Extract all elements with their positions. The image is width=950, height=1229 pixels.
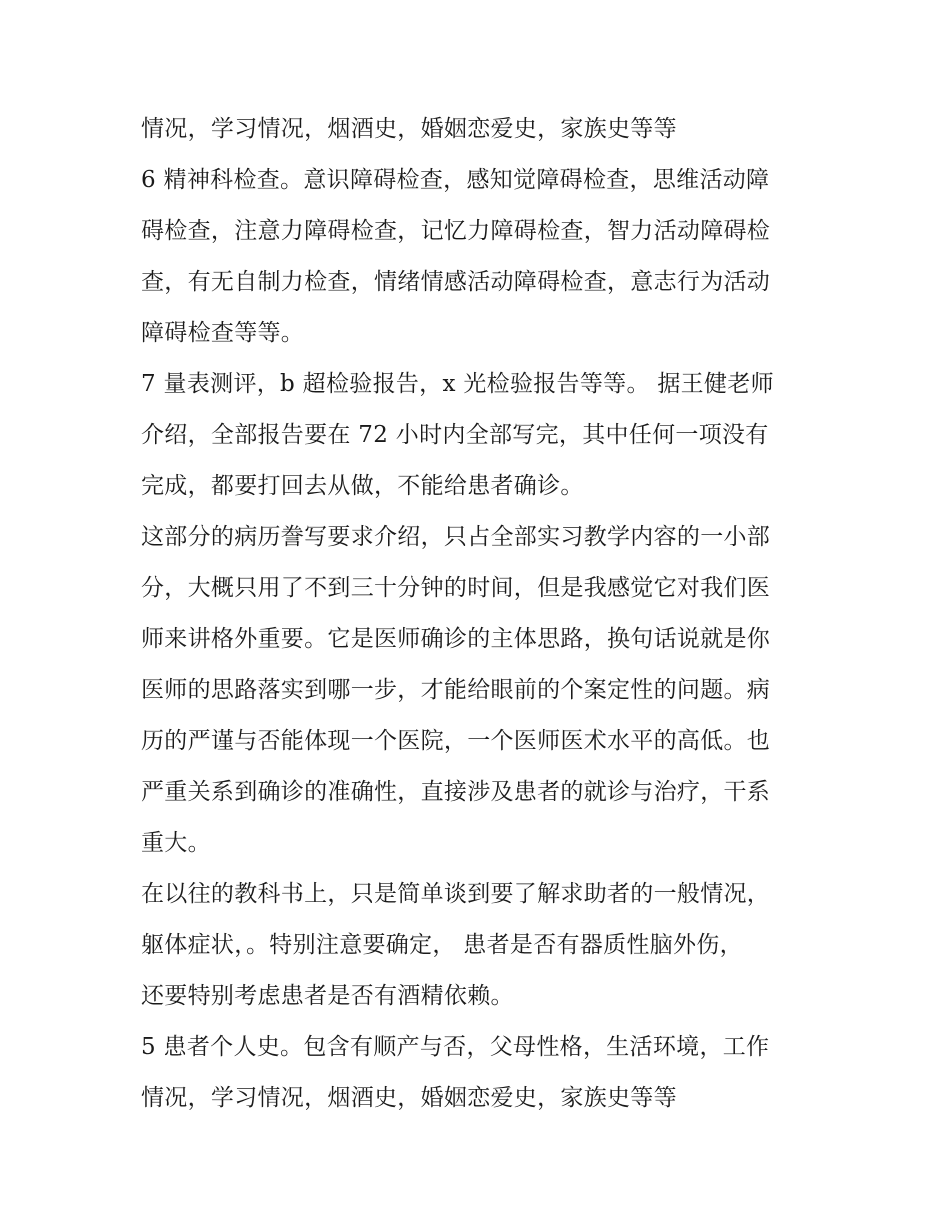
paragraph-personal-history-continued xyxy=(141,104,821,155)
paragraph-psychiatric-exam xyxy=(141,155,821,359)
text-line: 分，大概只用了不到三十分钟的时间，但是我感觉它对我们医 xyxy=(141,575,771,601)
paragraph-scale-assessment xyxy=(141,359,821,512)
paragraph-textbook-comparison xyxy=(141,869,821,1022)
text-line: 情况，学习情况，烟酒史，婚姻恋爱史，家族史等等 xyxy=(141,1085,677,1111)
text-line: 7 量表测评，b 超检验报告，x 光检验报告等等。 据王健老师 xyxy=(141,371,774,397)
document-body xyxy=(141,104,821,1124)
text-line: 介绍，全部报告要在 72 小时内全部写完，其中任何一项没有 xyxy=(141,422,769,448)
text-line: 历的严谨与否能体现一个医院，一个医师医术水平的高低。也 xyxy=(141,728,771,754)
text-line: 5 患者个人史。包含有顺产与否，父母性格，生活环境，工作 xyxy=(141,1034,770,1060)
text-line: 重大。 xyxy=(141,830,211,856)
text-line: 这部分的病历誊写要求介绍，只占全部实习教学内容的一小部 xyxy=(141,524,771,550)
paragraph-medical-record-importance xyxy=(141,512,821,869)
text-line: 师来讲格外重要。它是医师确诊的主体思路，换句话说就是你 xyxy=(141,626,771,652)
text-line: 查，有无自制力检查，情绪情感活动障碍检查，意志行为活动 xyxy=(141,269,771,295)
text-line: 躯体症状，。特别注意要确定， 患者是否有器质性脑外伤， xyxy=(141,932,743,958)
text-line: 医师的思路落实到哪一步，才能给眼前的个案定性的问题。病 xyxy=(141,677,771,703)
text-line: 碍检查，注意力障碍检查，记忆力障碍检查，智力活动障碍检 xyxy=(141,218,771,244)
text-line: 障碍检查等等。 xyxy=(141,320,305,346)
paragraph-personal-history xyxy=(141,1022,821,1124)
text-line: 6 精神科检查。意识障碍检查，感知觉障碍检查，思维活动障 xyxy=(141,167,770,193)
text-line: 情况，学习情况，烟酒史，婚姻恋爱史，家族史等等 xyxy=(141,116,677,142)
text-line: 还要特别考虑患者是否有酒精依赖。 xyxy=(141,983,514,1009)
text-line: 完成，都要打回去从做，不能给患者确诊。 xyxy=(141,473,584,499)
text-line: 严重关系到确诊的准确性，直接涉及患者的就诊与治疗，干系 xyxy=(141,779,771,805)
text-line: 在以往的教科书上，只是简单谈到要了解求助者的一般情况， xyxy=(141,881,771,907)
